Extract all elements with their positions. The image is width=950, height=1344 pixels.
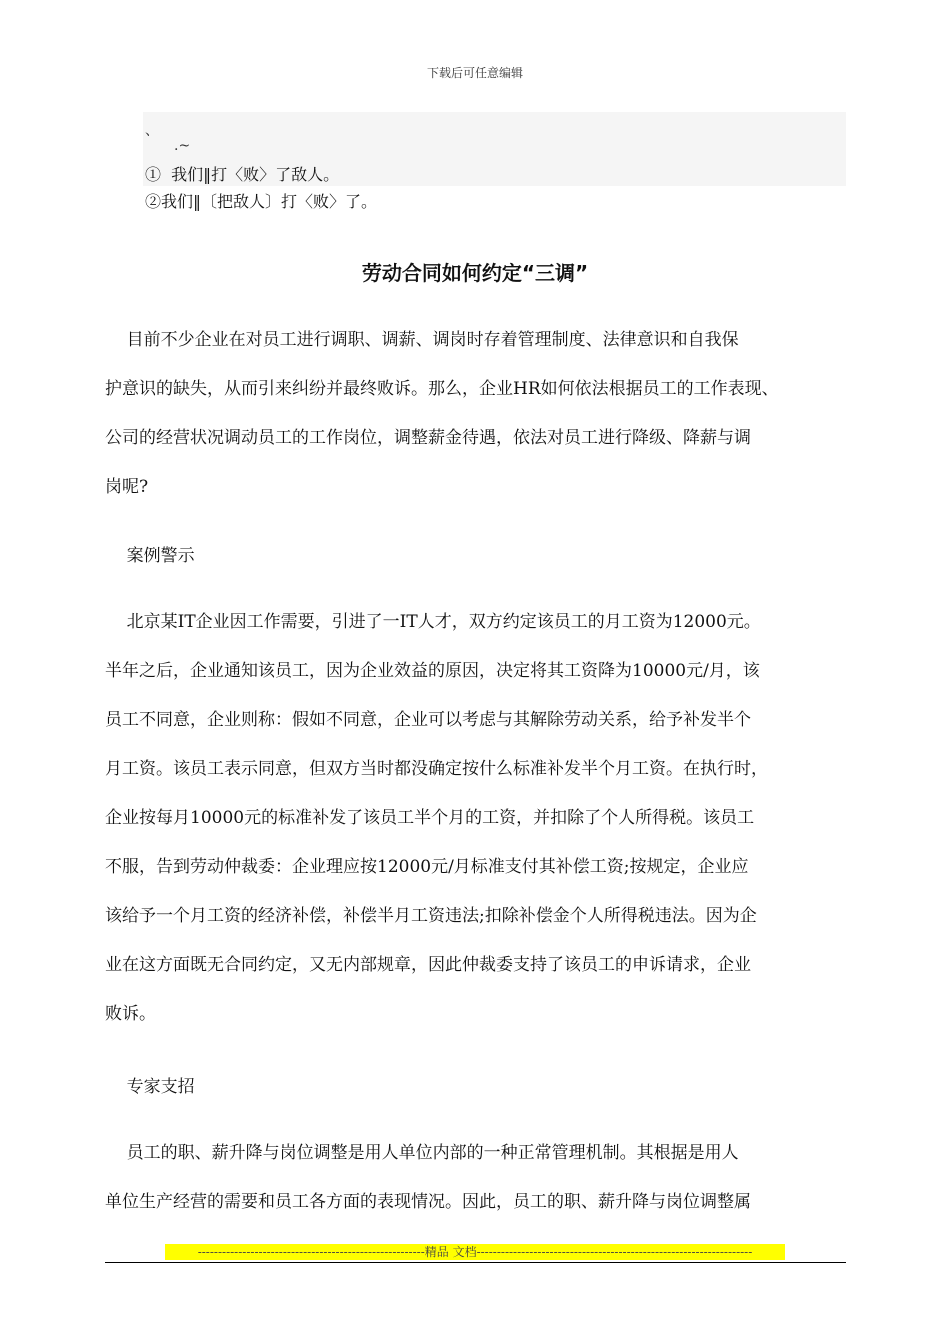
- text-line: 员工不同意，企业则称：假如不同意，企业可以考虑与其解除劳动关系，给予补发半个: [105, 710, 751, 730]
- text-line: 北京某IT企业因工作需要，引进了一IT人才，双方约定该员工的月工资为12000元。: [105, 612, 761, 632]
- text-line: 业在这方面既无合同约定，又无内部规章，因此仲裁委支持了该员工的申诉请求，企业: [105, 955, 751, 975]
- section-heading: 案例警示: [105, 546, 195, 566]
- advice-paragraph: [105, 1129, 865, 1227]
- text-line: 不服，告到劳动仲裁委：企业理应按12000元/月标准支付其补偿工资;按规定，企业应: [105, 857, 749, 877]
- intro-paragraph: [105, 316, 865, 512]
- footer-rule: [105, 1262, 846, 1263]
- text-line: 败诉。: [105, 1004, 156, 1024]
- text-line: 企业按每月10000元的标准补发了该员工半个月的工资，并扣除了个人所得税。该员工: [105, 808, 755, 828]
- text-line: 月工资。该员工表示同意，但双方当时都没确定按什么标准补发半个月工资。在执行时，: [105, 759, 768, 779]
- article-title: 劳动合同如何约定“三调”: [361, 261, 589, 285]
- text-line: 该给予一个月工资的经济补偿，补偿半月工资违法;扣除补偿金个人所得税违法。因为企: [105, 906, 757, 926]
- text-line: 目前不少企业在对员工进行调职、调薪、调岗时存着管理制度、法律意识和自我保: [105, 330, 739, 350]
- example-sentence-1: ① 我们‖打〈败〉了敌人。: [145, 165, 340, 184]
- section-heading-advice: [105, 1063, 865, 1112]
- page-header: 下载后可任意编辑: [426, 66, 523, 80]
- section-heading: 专家支招: [105, 1077, 195, 1097]
- section-heading-case: [105, 532, 865, 581]
- text-line: 岗呢?: [105, 477, 149, 497]
- fragment-mark: 、: [145, 123, 159, 139]
- text-line: 护意识的缺失，从而引来纠纷并最终败诉。那么，企业HR如何依法根据员工的工作表现、: [105, 379, 779, 399]
- text-line: 单位生产经营的需要和员工各方面的表现情况。因此，员工的职、薪升降与岗位调整属: [105, 1192, 751, 1212]
- fragment-mark: .~: [174, 138, 191, 154]
- footer-banner: --------------------------------------------------------精品 文档--------------------------------------------------------------------: [165, 1244, 785, 1260]
- example-sentence-2: ②我们‖〔把敌人〕打〈败〉了。: [145, 192, 378, 211]
- text-line: 半年之后，企业通知该员工，因为企业效益的原因，决定将其工资降为10000元/月，该: [105, 661, 760, 681]
- case-paragraph: [105, 598, 865, 1039]
- text-line: 员工的职、薪升降与岗位调整是用人单位内部的一种正常管理机制。其根据是用人: [105, 1143, 739, 1163]
- text-line: 公司的经营状况调动员工的工作岗位，调整薪金待遇，依法对员工进行降级、降薪与调: [105, 428, 751, 448]
